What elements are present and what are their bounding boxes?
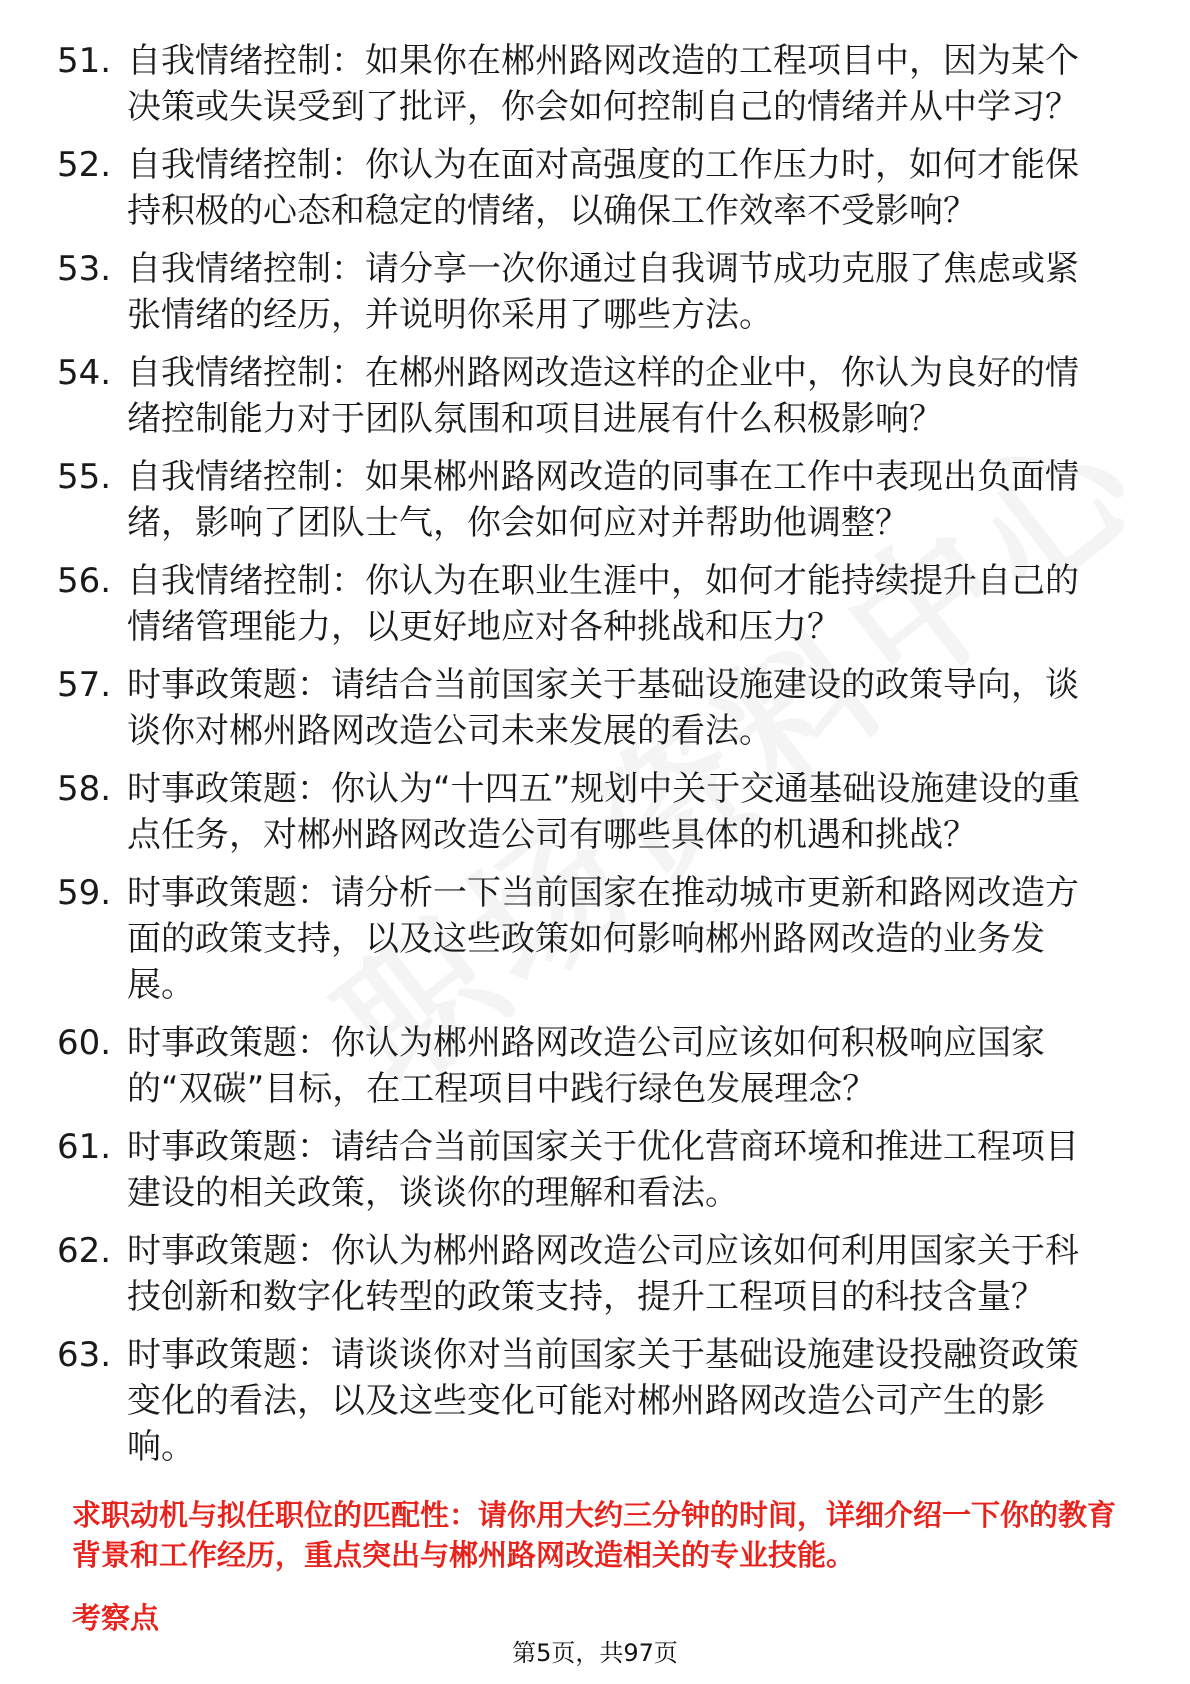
question-number: 59. — [57, 873, 112, 913]
question-item — [57, 1332, 1102, 1470]
question-number: 54. — [57, 353, 112, 393]
question-item — [57, 1228, 1102, 1320]
question-number: 57. — [57, 665, 112, 705]
question-text: 自我情绪控制：如果郴州路网改造的同事在工作中表现出负面情绪，影响了团队士气，你会如何应对并帮助他调整？ — [127, 457, 1079, 543]
question-number: 60. — [57, 1023, 112, 1063]
question-text: 自我情绪控制：你认为在职业生涯中，如何才能持续提升自己的情绪管理能力，以更好地应对各种挑战和压力？ — [127, 561, 1079, 647]
question-item — [57, 766, 1102, 858]
question-text: 自我情绪控制：你认为在面对高强度的工作压力时，如何才能保持积极的心态和稳定的情绪，以确保工作效率不受影响？ — [127, 145, 1079, 231]
question-number: 51. — [57, 41, 112, 81]
question-text: 时事政策题：请结合当前国家关于优化营商环境和推进工程项目建设的相关政策，谈谈你的理解和看法。 — [127, 1127, 1079, 1213]
question-number: 53. — [57, 249, 112, 289]
question-item — [57, 454, 1102, 546]
question-number: 61. — [57, 1127, 112, 1167]
question-number: 58. — [57, 769, 112, 809]
question-text: 时事政策题：你认为郴州路网改造公司应该如何利用国家关于科技创新和数字化转型的政策支持，提升工程项目的科技含量？ — [127, 1231, 1079, 1317]
question-text: 自我情绪控制：请分享一次你通过自我调节成功克服了焦虑或紧张情绪的经历，并说明你采用了哪些方法。 — [127, 249, 1079, 335]
question-item — [57, 558, 1102, 650]
question-item — [57, 1124, 1102, 1216]
question-number: 52. — [57, 145, 112, 185]
highlight-question: 求职动机与拟任职位的匹配性：请你用大约三分钟的时间，详细介绍一下你的教育背景和工作经历，重点突出与郴州路网改造相关的专业技能。 — [72, 1498, 1117, 1572]
question-item — [57, 38, 1102, 130]
question-list — [0, 38, 1190, 1482]
question-number: 56. — [57, 561, 112, 601]
page-footer: 第5页，共97页 — [512, 1639, 678, 1667]
question-item — [57, 1020, 1102, 1112]
question-text: 时事政策题：请结合当前国家关于基础设施建设的政策导向，谈谈你对郴州路网改造公司未来发展的看法。 — [127, 665, 1079, 751]
question-item — [57, 246, 1102, 338]
question-number: 62. — [57, 1231, 112, 1271]
question-text: 时事政策题：你认为郴州路网改造公司应该如何积极响应国家的“双碳”目标，在工程项目中践行绿色发展理念？ — [127, 1023, 1045, 1109]
question-item — [57, 350, 1102, 442]
question-number: 63. — [57, 1335, 112, 1375]
question-text: 自我情绪控制：在郴州路网改造这样的企业中，你认为良好的情绪控制能力对于团队氛围和项目进展有什么积极影响？ — [127, 353, 1079, 439]
question-text: 时事政策题：你认为“十四五”规划中关于交通基础设施建设的重点任务，对郴州路网改造公司有哪些具体的机遇和挑战？ — [127, 769, 1081, 855]
question-text: 时事政策题：请谈谈你对当前国家关于基础设施建设投融资政策变化的看法，以及这些变化可能对郴州路网改造公司产生的影响。 — [127, 1335, 1079, 1467]
question-text: 自我情绪控制：如果你在郴州路网改造的工程项目中，因为某个决策或失误受到了批评，你会如何控制自己的情绪并从中学习？ — [127, 41, 1079, 127]
question-item — [57, 142, 1102, 234]
question-item — [57, 662, 1102, 754]
question-text: 时事政策题：请分析一下当前国家在推动城市更新和路网改造方面的政策支持，以及这些政策如何影响郴州路网改造的业务发展。 — [127, 873, 1079, 1005]
question-number: 55. — [57, 457, 112, 497]
question-item — [57, 870, 1102, 1008]
section-label: 考察点 — [72, 1601, 160, 1635]
